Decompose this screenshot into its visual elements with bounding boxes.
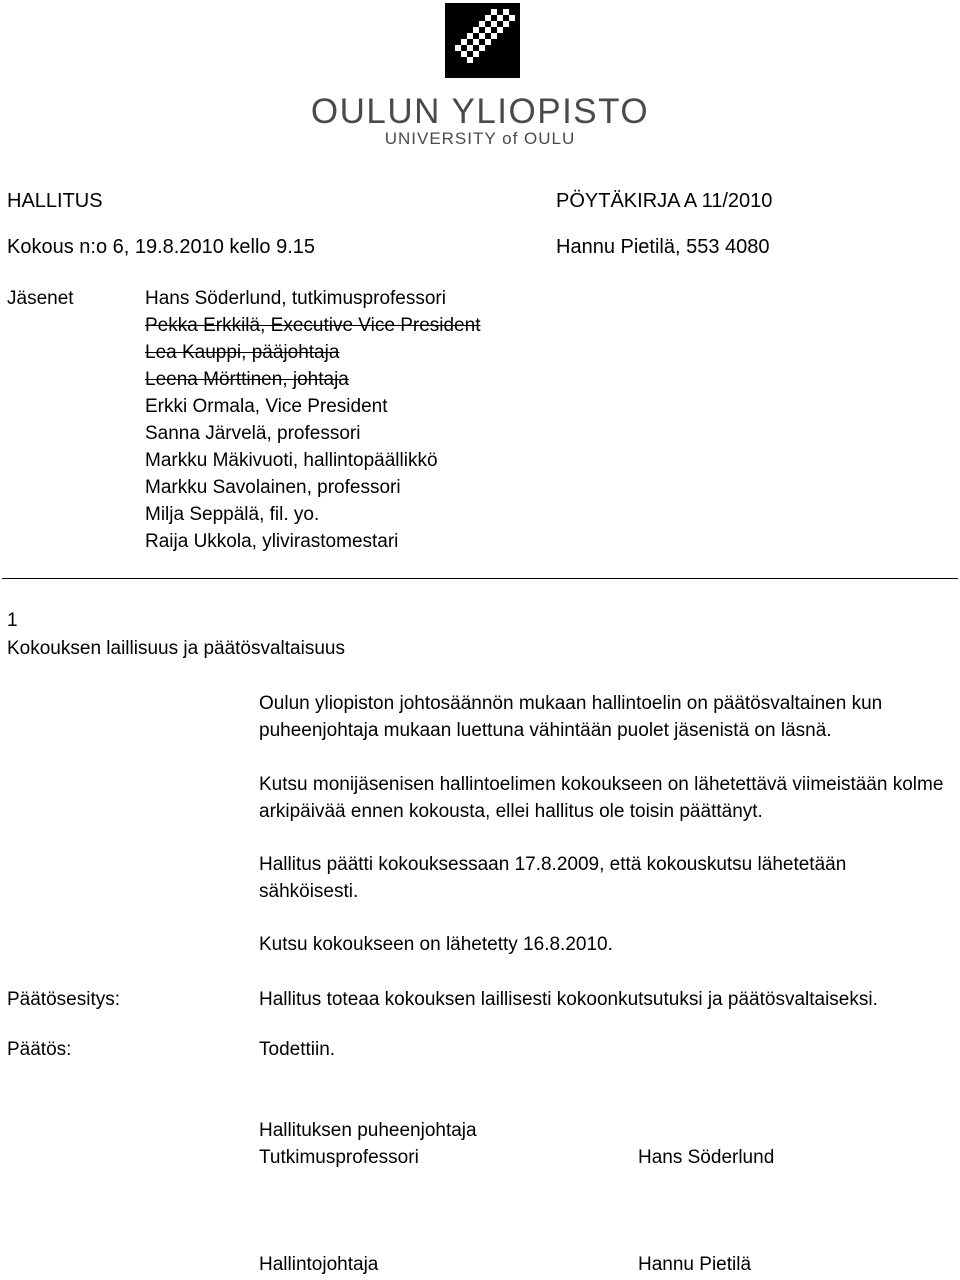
contact-info: Hannu Pietilä, 553 4080: [556, 236, 770, 258]
member-item: Erkki Ormala, Vice President: [145, 396, 388, 417]
decision-label: Päätös:: [7, 1039, 72, 1060]
proposal-text: Hallitus toteaa kokouksen laillisesti kokoonkutsutuksi ja päätösvaltaiseksi.: [259, 989, 878, 1010]
logo-name: OULUN YLIOPISTO: [310, 92, 650, 131]
member-item: Markku Mäkivuoti, hallintopäällikkö: [145, 450, 438, 471]
chair-role: Tutkimusprofessori: [259, 1147, 419, 1168]
chair-name: Hans Söderlund: [638, 1147, 775, 1168]
member-item: Leena Mörttinen, johtaja: [145, 369, 349, 390]
member-item: Sanna Järvelä, professori: [145, 423, 361, 444]
member-item: Milja Seppälä, fil. yo.: [145, 504, 320, 525]
section-title: Kokouksen laillisuus ja päätösvaltaisuus: [7, 638, 345, 659]
member-item: Hans Söderlund, tutkimusprofessori: [145, 288, 446, 309]
chair-title: Hallituksen puheenjohtaja: [259, 1120, 477, 1141]
members-label: Jäsenet: [7, 288, 74, 309]
paragraph: Kutsu kokoukseen on lähetetty 16.8.2010.: [259, 934, 613, 955]
oulu-university-emblem-icon: [445, 3, 520, 78]
minutes-id: PÖYTÄKIRJA A 11/2010: [556, 190, 773, 212]
member-item: Raija Ukkola, ylivirastomestari: [145, 531, 399, 552]
paragraph: Kutsu monijäsenisen hallintoelimen kokoukseen on lähetettävä viimeistään kolme arkipäivää ennen kokousta, ellei hallitus ole toisin päättänyt.: [259, 774, 944, 822]
decision-text: Todettiin.: [259, 1039, 336, 1060]
section-number: 1: [7, 610, 18, 631]
section-divider: [2, 578, 958, 579]
admin-name: Hannu Pietilä: [638, 1254, 752, 1275]
member-item: Lea Kauppi, pääjohtaja: [145, 342, 340, 363]
meeting-info: Kokous n:o 6, 19.8.2010 kello 9.15: [7, 236, 316, 258]
paragraph: Hallitus päätti kokouksessaan 17.8.2009, että kokouskutsu lähetetään sähköisesti.: [259, 854, 847, 902]
member-item: Pekka Erkkilä, Executive Vice President: [145, 315, 481, 336]
admin-title: Hallintojohtaja: [259, 1254, 379, 1275]
proposal-label: Päätösesitys:: [7, 989, 120, 1010]
member-item: Markku Savolainen, professori: [145, 477, 401, 498]
logo-subtitle: UNIVERSITY of OULU: [384, 129, 576, 148]
board-heading: HALLITUS: [7, 190, 103, 212]
paragraph: Oulun yliopiston johtosäännön mukaan hallintoelin on päätösvaltainen kun puheenjohtaja mukaan luettuna vähintään puolet jäsenistä on läsnä.: [259, 693, 883, 741]
